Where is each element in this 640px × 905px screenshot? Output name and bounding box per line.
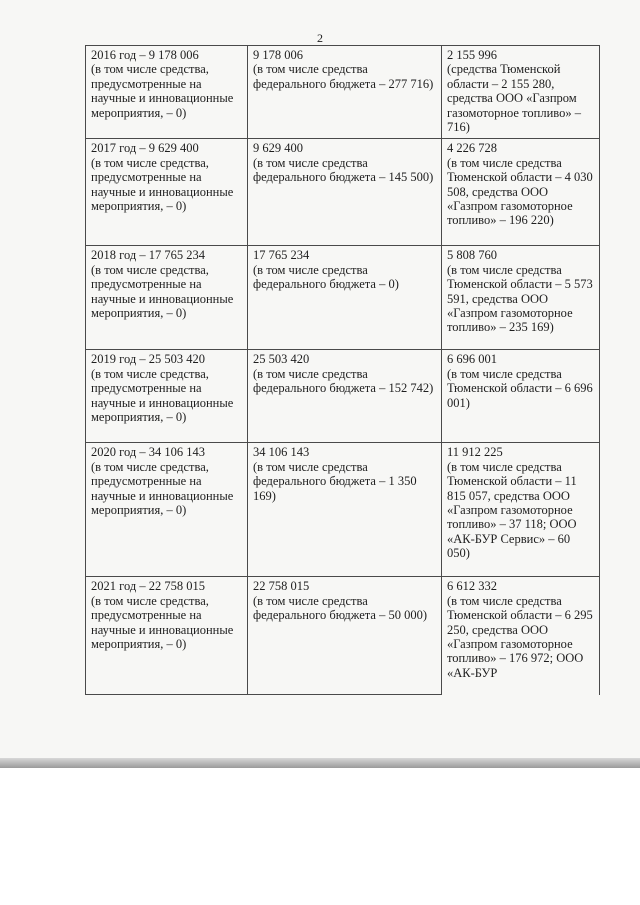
funding-table (85, 45, 600, 695)
table-row (86, 46, 600, 139)
cell-regional: 6 696 001 (в том числе средства Тюменской области – 6 696 001) (442, 350, 600, 443)
cell-federal: 34 106 143 (в том числе средства федерального бюджета – 1 350 169) (248, 443, 442, 577)
cell-regional: 2 155 996 (средства Тюменской области – 2 155 280, средства ООО «Газпром газомоторное топливо» – 716) (442, 46, 600, 139)
table-row (86, 350, 600, 443)
cell-year-total: 2016 год – 9 178 006 (в том числе средства, предусмотренные на научные и инновационные мероприятия, – 0) (86, 46, 248, 139)
cell-year-total: 2018 год – 17 765 234 (в том числе средства, предусмотренные на научные и инновационные мероприятия, – 0) (86, 246, 248, 350)
cell-federal: 17 765 234 (в том числе средства федерального бюджета – 0) (248, 246, 442, 350)
cell-federal: 9 178 006 (в том числе средства федерального бюджета – 277 716) (248, 46, 442, 139)
cell-regional: 5 808 760 (в том числе средства Тюменской области – 5 573 591, средства ООО «Газпром газомоторное топливо» – 235 169) (442, 246, 600, 350)
cell-federal: 22 758 015 (в том числе средства федерального бюджета – 50 000) (248, 577, 442, 695)
cell-year-total: 2021 год – 22 758 015 (в том числе средства, предусмотренные на научные и инновационные мероприятия, – 0) (86, 577, 248, 695)
cell-regional: 4 226 728 (в том числе средства Тюменской области – 4 030 508, средства ООО «Газпром газомоторное топливо» – 196 220) (442, 139, 600, 246)
table-row (86, 246, 600, 350)
cell-federal: 25 503 420 (в том числе средства федерального бюджета – 152 742) (248, 350, 442, 443)
cell-federal: 9 629 400 (в том числе средства федерального бюджета – 145 500) (248, 139, 442, 246)
cell-year-total: 2020 год – 34 106 143 (в том числе средства, предусмотренные на научные и инновационные мероприятия, – 0) (86, 443, 248, 577)
page-number: 2 (317, 31, 323, 45)
scan-edge (0, 758, 640, 768)
cell-year-total: 2017 год – 9 629 400 (в том числе средства, предусмотренные на научные и инновационные мероприятия, – 0) (86, 139, 248, 246)
cell-regional: 6 612 332 (в том числе средства Тюменской области – 6 295 250, средства ООО «Газпром газомоторное топливо» – 176 972; ООО «АК-БУР (442, 577, 600, 695)
table-row (86, 139, 600, 246)
cell-regional: 11 912 225 (в том числе средства Тюменской области – 11 815 057, средства ООО «Газпром газомоторное топливо» – 37 118; ООО «АК-БУР Сервис» – 60 050) (442, 443, 600, 577)
cell-year-total: 2019 год – 25 503 420 (в том числе средства, предусмотренные на научные и инновационные мероприятия, – 0) (86, 350, 248, 443)
table-row (86, 443, 600, 577)
table-row (86, 577, 600, 695)
